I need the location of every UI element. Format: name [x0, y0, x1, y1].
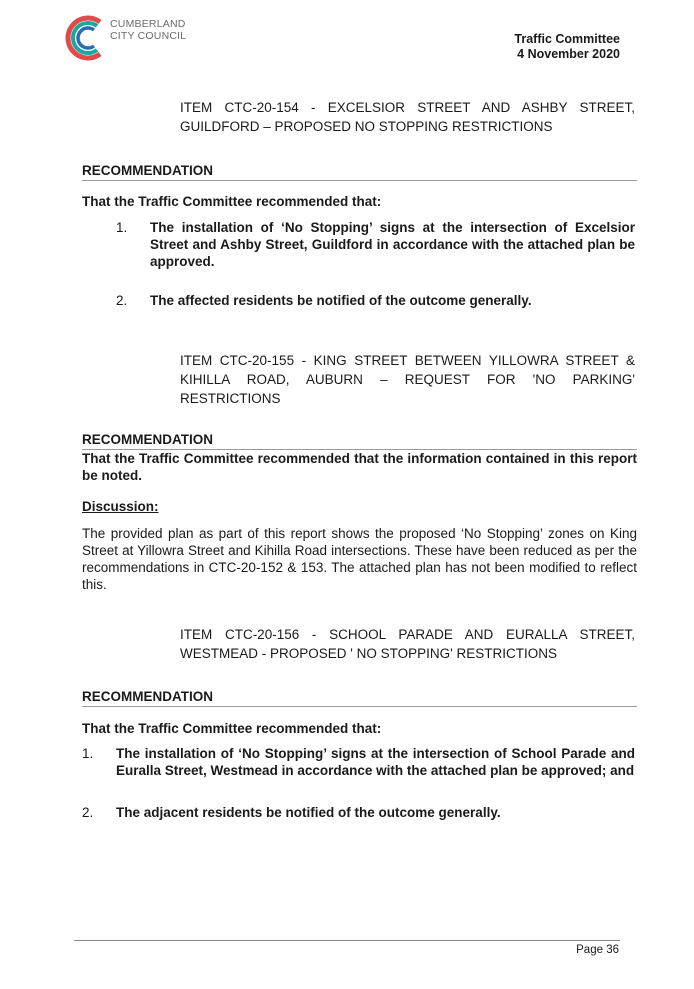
recommendation-heading: RECOMMENDATION	[82, 162, 637, 181]
list-item: The installation of ‘No Stopping’ signs at the intersection of School Parade and Euralla Street, Westmead in accordance with the attached plan be approved; and	[116, 746, 635, 778]
list-item: The affected residents be notified of the outcome generally.	[150, 293, 532, 308]
list-item-number: 1.	[116, 220, 128, 235]
recommendation-intro: That the Traffic Committee recommended that:	[82, 194, 382, 209]
item-title: ITEM CTC-20-154 - EXCELSIOR STREET AND ASHBY STREET, GUILDFORD – PROPOSED NO STOPPING RESTRICTIONS	[180, 100, 635, 134]
council-logo-text: CUMBERLAND CITY COUNCIL	[110, 18, 187, 42]
list-item-number: 1.	[82, 746, 94, 761]
list-item-number: 2.	[116, 293, 128, 308]
list-item: The adjacent residents be notified of the outcome generally.	[116, 805, 501, 820]
committee-name: Traffic Committee	[514, 32, 620, 46]
item-title: ITEM CTC-20-155 - KING STREET BETWEEN YILLOWRA STREET & KIHILLA ROAD, AUBURN – REQUEST FOR 'NO PARKING' RESTRICTIONS	[180, 353, 635, 406]
meeting-date: 4 November 2020	[517, 47, 620, 61]
recommendation-heading: RECOMMENDATION	[82, 431, 637, 450]
discussion-text: The provided plan as part of this report shows the proposed ‘No Stopping’ zones on King Street at Yillowra Street and Kihilla Road intersections. These have been reduced as per the recommendations in CTC-20-152 & 153. The attached plan has not been modified to reflect this.	[82, 526, 637, 592]
list-item: The installation of ‘No Stopping’ signs at the intersection of Excelsior Street and Ashby Street, Guildford in accordance with the attached plan be approved.	[150, 220, 635, 269]
recommendation-intro: That the Traffic Committee recommended that the information contained in this report be noted.	[82, 451, 637, 483]
item-title: ITEM CTC-20-156 - SCHOOL PARADE AND EURALLA STREET, WESTMEAD - PROPOSED ' NO STOPPING' RESTRICTIONS	[180, 627, 635, 661]
recommendation-intro: That the Traffic Committee recommended that:	[82, 721, 382, 736]
council-logo	[64, 12, 196, 64]
recommendation-heading: RECOMMENDATION	[82, 688, 637, 707]
footer-divider	[74, 940, 620, 941]
council-logo-icon	[64, 12, 108, 64]
page-number: Page 36	[576, 944, 619, 956]
discussion-heading: Discussion:	[82, 499, 159, 514]
page-header	[514, 32, 620, 62]
list-item-number: 2.	[82, 805, 94, 820]
